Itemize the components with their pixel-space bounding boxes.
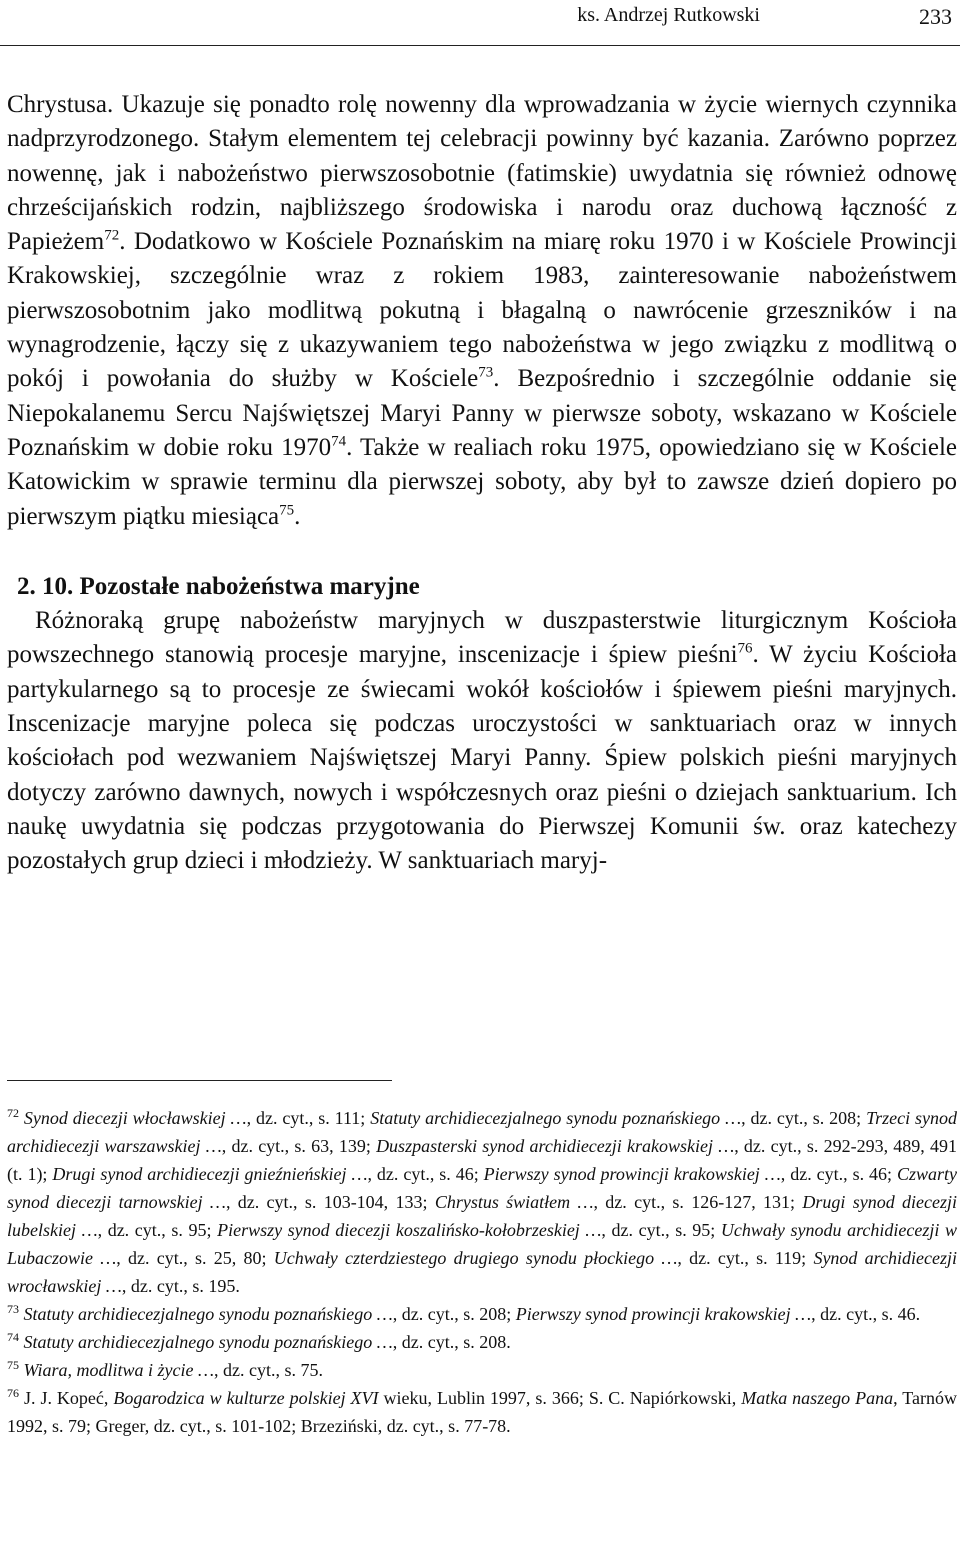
- footnote-ref-76[interactable]: 76: [737, 641, 753, 658]
- running-head-author: ks. Andrzej Rutkowski: [577, 4, 760, 26]
- main-text: [7, 88, 957, 879]
- footnotes: [7, 1104, 957, 1440]
- header-rule: [0, 45, 960, 46]
- paragraph-1: Chrystusa. Ukazuje się ponadto rolę nowenny dla wprowadzania w życie wiernych czynnika nadprzyrodzonego. Stałym elementem tej celebracji powinny być kazania. Zarówno poprzez nowennę, jak i nabożeństwo pierwszosobotnie (fatimskie) uwydatnia się również odnowę chrześcijańskich rodzin, najbliższego środowiska i narodu oraz duchową łączność z Papieżem$^{72}$. Dodatkowo w Kościele Poznańskim na miarę roku 1970 i w Kościele Prowincji Krakowskiej, szczególnie wraz z rokiem 1983, zainteresowanie nabożeństwem pierwszosobotnim jako modlitwą pokutną i błagalną o nawrócenie grzeszników i na wynagrodzenie, łączy się z ukazywaniem tego nabożeństwa w jego związku z modlitwą o pokój i powołania do służby w Kościele$^{73}$. Bezpośrednio i szczególnie oddanie się Niepokalanemu Sercu Najświętszej Maryi Panny w pierwsze soboty, wskazano w Kościele Poznańskim w dobie roku 1970$^{74}$. Także w realiach roku 1975, opowiedziano się w Kościele Katowickim w sprawie terminu dla pierwszej soboty, aby był to zawsze dzień dopiero po pierwszym piątku miesiąca$^{75}$.: [7, 91, 958, 530]
- section-heading: [7, 570, 957, 604]
- page-header: [0, 0, 960, 42]
- section-title: Pozostałe nabożeństwa maryjne: [79, 572, 420, 600]
- footnote-76: $^{76}$ J. J. Kopeć, Bogarodzica w kulturze polskiej XVI wieku, Lublin 1997, s. 366; S. C. Napiórkowski, Matka naszego Pana, Tarnów 1992, s. 79; Greger, dz. cyt., s. 101-102; Brzeziński, dz. cyt., s. 77-78.: [7, 1386, 958, 1436]
- footnote-72: $^{72}$ Synod diecezji włocławskiej …, dz. cyt., s. 111; Statuty archidiecezjalnego synodu poznańskiego …, dz. cyt., s. 208; Trzeci synod archidiecezji warszawskiej …, dz. cyt., s. 63, 139; Duszpasterski synod archidiecezji krakowskiej …, dz. cyt., s. 292-293, 489, 491 (t. 1); Drugi synod archidiecezji gnieźnieńskiej …, dz. cyt., s. 46; Pierwszy synod prowincji krakowskiej …, dz. cyt., s. 46; Czwarty synod diecezji tarnowskiej …, dz. cyt., s. 103-104, 133; Chrystus światłem …, dz. cyt., s. 126-127, 131; Drugi synod diecezji lubelskiej …, dz. cyt., s. 95; Pierwszy synod diecezji koszalińsko-kołobrzeskiej …, dz. cyt., s. 95; Uchwały synodu archidiecezji w Lubaczowie …, dz. cyt., s. 25, 80; Uchwały czterdziestego drugiego synodu płockiego …, dz. cyt., s. 119; Synod archidiecezji wrocławskiej …, dz. cyt., s. 195.: [7, 1106, 957, 1296]
- paragraph-2: Różnoraką grupę nabożeństw maryjnych w duszpasterstwie liturgicznym Kościoła powszechnego stanowią procesje maryjne, inscenizacje i śpiew pieśni$^{76}$. W życiu Kościoła partykularnego są to procesje ze świecami wokół kościołów i śpiewem pieśni maryjnych. Inscenizacje maryjne poleca się podczas uroczystości w sanktuariach oraz w innych kościołach pod wezwaniem Najświętszej Maryi Panny. Śpiew polskich pieśni maryjnych dotyczy zarówno dawnych, nowych i współczesnych oraz pieśni o dziejach sanktuarium. Ich naukę uwydatnia się podczas przygotowania do Pierwszej Komunii św. oraz katechezy pozostałych grup dzieci i młodzieży. W sanktuariach maryj-: [7, 607, 957, 875]
- footnote-ref-72[interactable]: 72: [104, 227, 120, 244]
- page-number: 233: [919, 4, 952, 29]
- footnote-75: $^{75}$ Wiara, modlitwa i życie …, dz. cyt., s. 75.: [7, 1358, 323, 1380]
- footnote-ref-73[interactable]: 73: [478, 365, 494, 382]
- footnote-ref-75[interactable]: 75: [279, 502, 295, 519]
- section-number: 2. 10.: [17, 572, 74, 600]
- footnote-73: $^{73}$ Statuty archidiecezjalnego synodu poznańskiego …, dz. cyt., s. 208; Pierwszy synod prowincji krakowskiej …, dz. cyt., s. 46.: [7, 1302, 921, 1324]
- footnote-74: $^{74}$ Statuty archidiecezjalnego synodu poznańskiego …, dz. cyt., s. 208.: [7, 1330, 511, 1352]
- footnote-separator: [7, 1080, 392, 1081]
- footnote-ref-74[interactable]: 74: [331, 433, 347, 450]
